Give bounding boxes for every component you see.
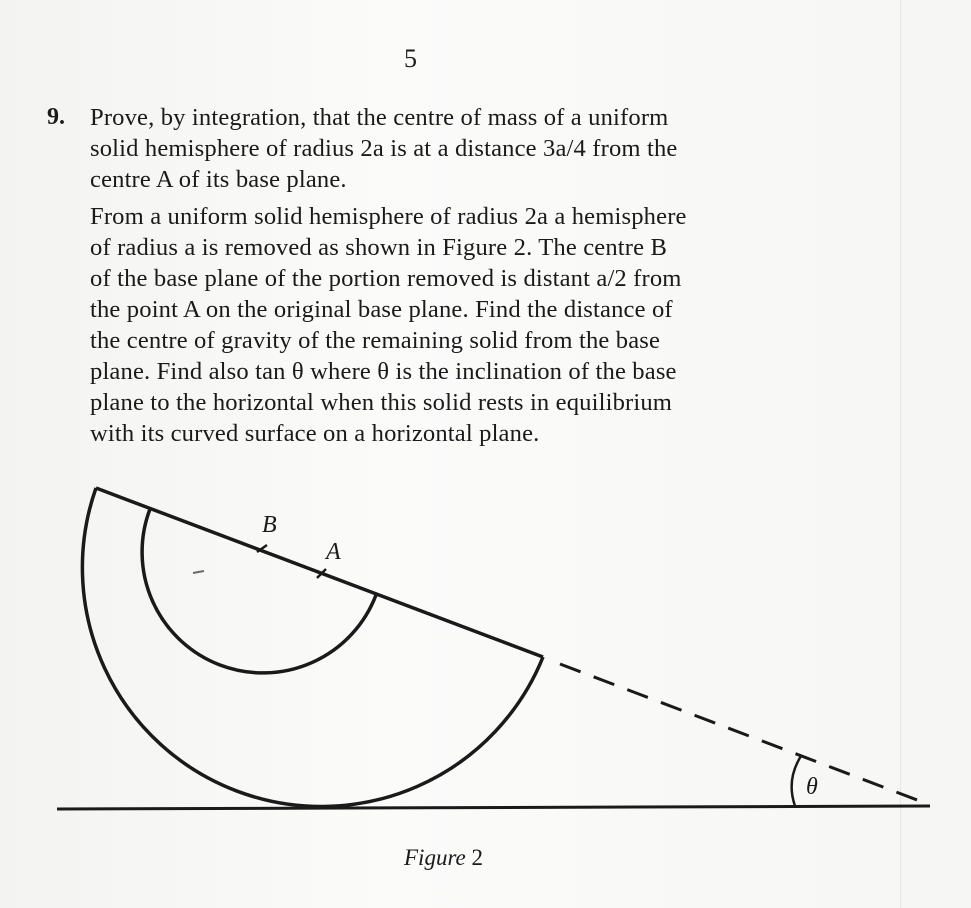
large-hemisphere-arc — [82, 488, 543, 807]
label-b: B — [262, 512, 277, 538]
paragraph-line: plane. Find also tan θ where θ is the inclination of the base — [90, 358, 677, 385]
figure-caption-number: 2 — [471, 845, 483, 870]
label-theta: θ — [806, 774, 818, 800]
figure-caption — [404, 845, 483, 871]
paragraph-line: plane to the horizontal when this solid rests in equilibrium — [90, 389, 673, 416]
question-number: 9. — [47, 104, 65, 130]
paragraph-line: centre A of its base plane. — [90, 166, 347, 193]
paragraph-line: Prove, by integration, that the centre of mass of a uniform — [90, 104, 669, 131]
base-plane-line — [96, 488, 543, 657]
paragraph-line: of radius a is removed as shown in Figure 2. The centre B — [90, 234, 668, 261]
paragraph-line: the centre of gravity of the remaining solid from the base — [90, 327, 661, 354]
angle-arc — [792, 756, 801, 806]
ground-line — [57, 806, 930, 809]
scan-mark — [193, 571, 204, 573]
small-hemisphere-arc — [142, 509, 376, 673]
paragraph-line: the point A on the original base plane. Find the distance of — [90, 296, 673, 323]
label-a: A — [326, 539, 341, 565]
paragraph-line: with its curved surface on a horizontal plane. — [90, 420, 540, 447]
paragraph-line: of the base plane of the portion removed is distant a/2 from — [90, 265, 682, 292]
paragraph-line: From a uniform solid hemisphere of radius 2a a hemisphere — [90, 203, 687, 230]
page-number: 5 — [404, 44, 417, 73]
figure-caption-word: Figure — [404, 845, 466, 870]
paragraph-line: solid hemisphere of radius 2a is at a distance 3a/4 from the — [90, 135, 678, 162]
dashed-extension-line — [560, 664, 925, 803]
